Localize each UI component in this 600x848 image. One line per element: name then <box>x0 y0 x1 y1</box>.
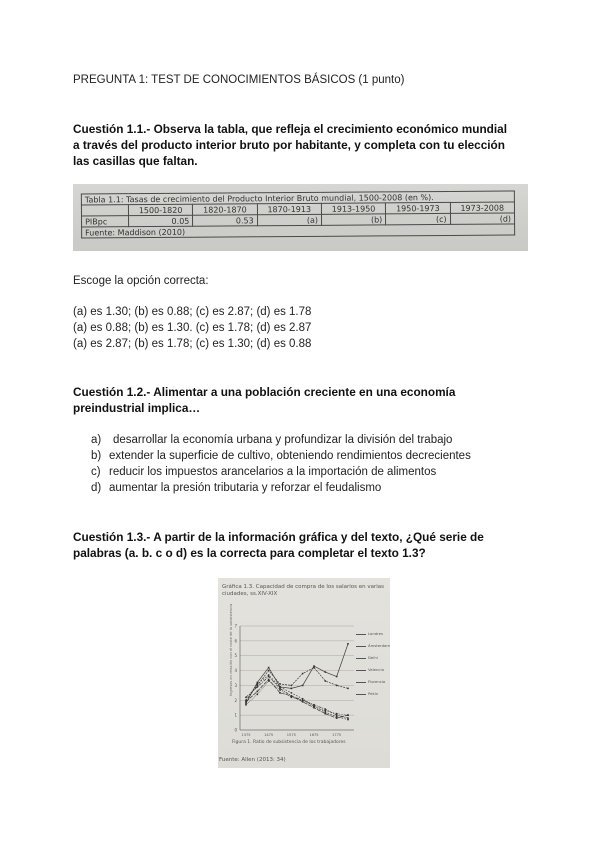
legend-line <box>356 694 366 695</box>
table-row-label: PIBpc <box>82 216 129 227</box>
y-tick-label: 7 <box>234 623 237 629</box>
table-header: 1950-1973 <box>386 202 450 213</box>
data-point <box>336 716 338 718</box>
table-cell: (b) <box>321 214 385 225</box>
legend-line <box>356 682 366 683</box>
data-point <box>268 667 270 669</box>
data-point <box>268 670 270 672</box>
series-line <box>246 644 348 703</box>
x-tick-label: 1575 <box>286 733 296 737</box>
q12-heading-line2: preindustrial implica… <box>73 401 201 415</box>
series-line <box>246 675 348 720</box>
option-letter: b) <box>91 450 102 462</box>
legend-item <box>356 653 388 665</box>
option-text: aumentar la presión tributaria y reforzar el feudalismo <box>109 482 382 494</box>
legend-line <box>356 670 366 671</box>
data-point <box>336 714 338 716</box>
data-point <box>325 708 327 710</box>
chart-source: Fuente: Allen (2013: 34) <box>219 757 286 763</box>
table-cell: (c) <box>386 213 450 224</box>
data-point <box>347 719 349 721</box>
table-cell: 0.05 <box>129 215 193 226</box>
legend-item <box>356 641 388 653</box>
table-header: 1870-1913 <box>257 203 321 214</box>
table-cell: 0.53 <box>193 215 257 226</box>
page-title: PREGUNTA 1: TEST DE CONOCIMIENTOS BÁSICOS (1 punto) <box>73 74 405 86</box>
legend-item <box>356 677 388 689</box>
q13-heading-line2: palabras (a. b. c o d) es la correcta para completar el texto 1.3? <box>73 546 426 560</box>
data-point <box>245 704 247 706</box>
data-point <box>324 711 326 713</box>
legend-label: Ámsterdam <box>368 643 390 648</box>
data-point <box>302 685 304 687</box>
table-cell: (d) <box>450 213 515 224</box>
table-source: Fuente: Maddison (2010) <box>82 224 515 238</box>
data-point <box>257 686 259 688</box>
data-point <box>325 710 327 712</box>
data-point <box>290 685 292 687</box>
legend-label: Florencia <box>368 679 386 684</box>
x-tick-label: 1675 <box>309 733 319 737</box>
legend-label: Valencia <box>368 667 384 672</box>
data-point <box>245 697 247 699</box>
q11-heading-line3: las casillas que faltan. <box>73 154 198 168</box>
data-point <box>257 694 259 696</box>
data-point <box>336 685 338 687</box>
data-point <box>290 692 292 694</box>
q12-option-a[interactable] <box>91 432 452 448</box>
q11-option-2[interactable]: (a) es 0.88; (b) es 1.30. (c) es 1.78; (d) es 2.87 <box>73 322 312 334</box>
data-point <box>302 699 304 701</box>
data-point <box>347 643 349 645</box>
q12-option-d[interactable] <box>91 480 381 496</box>
data-point <box>324 680 326 682</box>
data-point <box>245 702 247 704</box>
legend-label: Delhi <box>368 655 378 660</box>
growth-table <box>81 190 515 238</box>
option-text: desarrollar la economía urbana y profundizar la división del trabajo <box>113 434 453 446</box>
chart-legend <box>356 629 388 701</box>
data-point <box>347 714 349 716</box>
q13-heading-line1: Cuestión 1.3.- A partir de la información gráfica y del texto, ¿Qué serie de <box>73 530 484 544</box>
chart-photo <box>218 578 390 768</box>
table-header: 1820-1870 <box>193 204 257 215</box>
option-text: extender la superficie de cultivo, obteniendo rendimientos decrecientes <box>109 450 471 462</box>
legend-line <box>356 658 366 659</box>
q12-option-b[interactable] <box>91 448 471 464</box>
legend-label: Londres <box>368 631 383 636</box>
data-point <box>302 701 304 703</box>
x-tick-label: 1475 <box>264 733 274 737</box>
q11-heading-line2: a través del producto interior bruto por habitante, y completa con tu elección <box>73 138 505 152</box>
q11-option-1[interactable]: (a) es 1.30; (b) es 0.88; (c) es 2.87; (d) es 1.78 <box>73 306 312 318</box>
x-tick-label: 1375 <box>241 733 251 737</box>
data-point <box>347 717 349 719</box>
table-corner <box>81 205 128 216</box>
data-point <box>313 704 315 706</box>
y-tick-label: 0 <box>234 727 237 733</box>
table-source-row <box>82 224 515 238</box>
x-tick-label: 1775 <box>332 733 342 737</box>
series-line <box>246 677 348 719</box>
table-header: 1973-2008 <box>450 202 515 213</box>
y-tick-label: 4 <box>234 668 237 674</box>
data-point <box>313 667 315 669</box>
y-tick-label: 2 <box>234 697 237 703</box>
data-point <box>257 682 259 684</box>
data-point <box>313 707 315 709</box>
data-point <box>302 698 304 700</box>
legend-item <box>356 665 388 677</box>
chart-title: Gráfica 1.3. Capacidad de compra de los salarios en varias ciudades, ss.XIV-XIX <box>222 584 385 597</box>
data-point <box>268 676 270 678</box>
data-point <box>313 705 315 707</box>
chart-ylabel: Ingresos en relación con el coste de la subsistencia <box>229 603 233 696</box>
data-point <box>279 686 281 688</box>
data-point <box>302 673 304 675</box>
y-tick-label: 1 <box>234 712 237 718</box>
q11-prompt: Escoge la opción correcta: <box>73 275 209 287</box>
data-point <box>268 679 270 681</box>
data-point <box>245 701 247 703</box>
option-letter: d) <box>91 482 102 494</box>
legend-item <box>356 689 388 701</box>
q11-heading-line1: Cuestión 1.1.- Observa la tabla, que refleja el crecimiento económico mundial <box>73 122 507 136</box>
table-caption: Tabla 1.1: Tasas de crecimiento del Producto Interior Bruto mundial, 1500-2008 (en %). <box>81 191 514 205</box>
data-point <box>279 692 281 694</box>
table-photo <box>73 184 528 251</box>
y-tick-label: 5 <box>234 653 237 659</box>
data-point <box>325 671 327 673</box>
y-tick-label: 6 <box>234 638 237 644</box>
data-point <box>257 691 259 693</box>
data-point <box>268 674 270 676</box>
data-point <box>336 713 338 715</box>
data-point <box>279 689 281 691</box>
chart-caption: Figura 1. Ratio de subsistencia de los trabajadores <box>232 740 346 745</box>
q12-option-c[interactable] <box>91 464 436 480</box>
legend-label: Pekín <box>368 691 379 696</box>
table-header: 1913-1950 <box>321 203 385 214</box>
legend-line <box>356 634 366 635</box>
table-cell: (a) <box>257 214 321 225</box>
table-header: 1500-1820 <box>128 204 192 215</box>
data-point <box>325 713 327 715</box>
legend-item <box>356 629 388 641</box>
option-letter: c) <box>91 466 101 478</box>
data-point <box>347 688 349 690</box>
data-point <box>279 683 281 685</box>
q11-option-3[interactable]: (a) es 2.87; (b) es 1.78; (c) es 1.30; (d) es 0.88 <box>73 338 312 350</box>
series-line <box>246 668 348 701</box>
option-text: reducir los impuestos arancelarios a la importación de alimentos <box>109 466 437 478</box>
q12-heading-line1: Cuestión 1.2.- Alimentar a una población creciente en una economía <box>73 385 456 399</box>
data-point <box>291 695 293 697</box>
y-tick-label: 3 <box>234 682 237 688</box>
data-point <box>256 683 258 685</box>
data-point <box>291 697 293 699</box>
option-letter: a) <box>91 434 102 446</box>
legend-line <box>356 646 366 647</box>
data-point <box>336 717 338 719</box>
data-point <box>279 688 281 690</box>
data-point <box>336 676 338 678</box>
data-point <box>313 665 315 667</box>
data-point <box>291 688 293 690</box>
